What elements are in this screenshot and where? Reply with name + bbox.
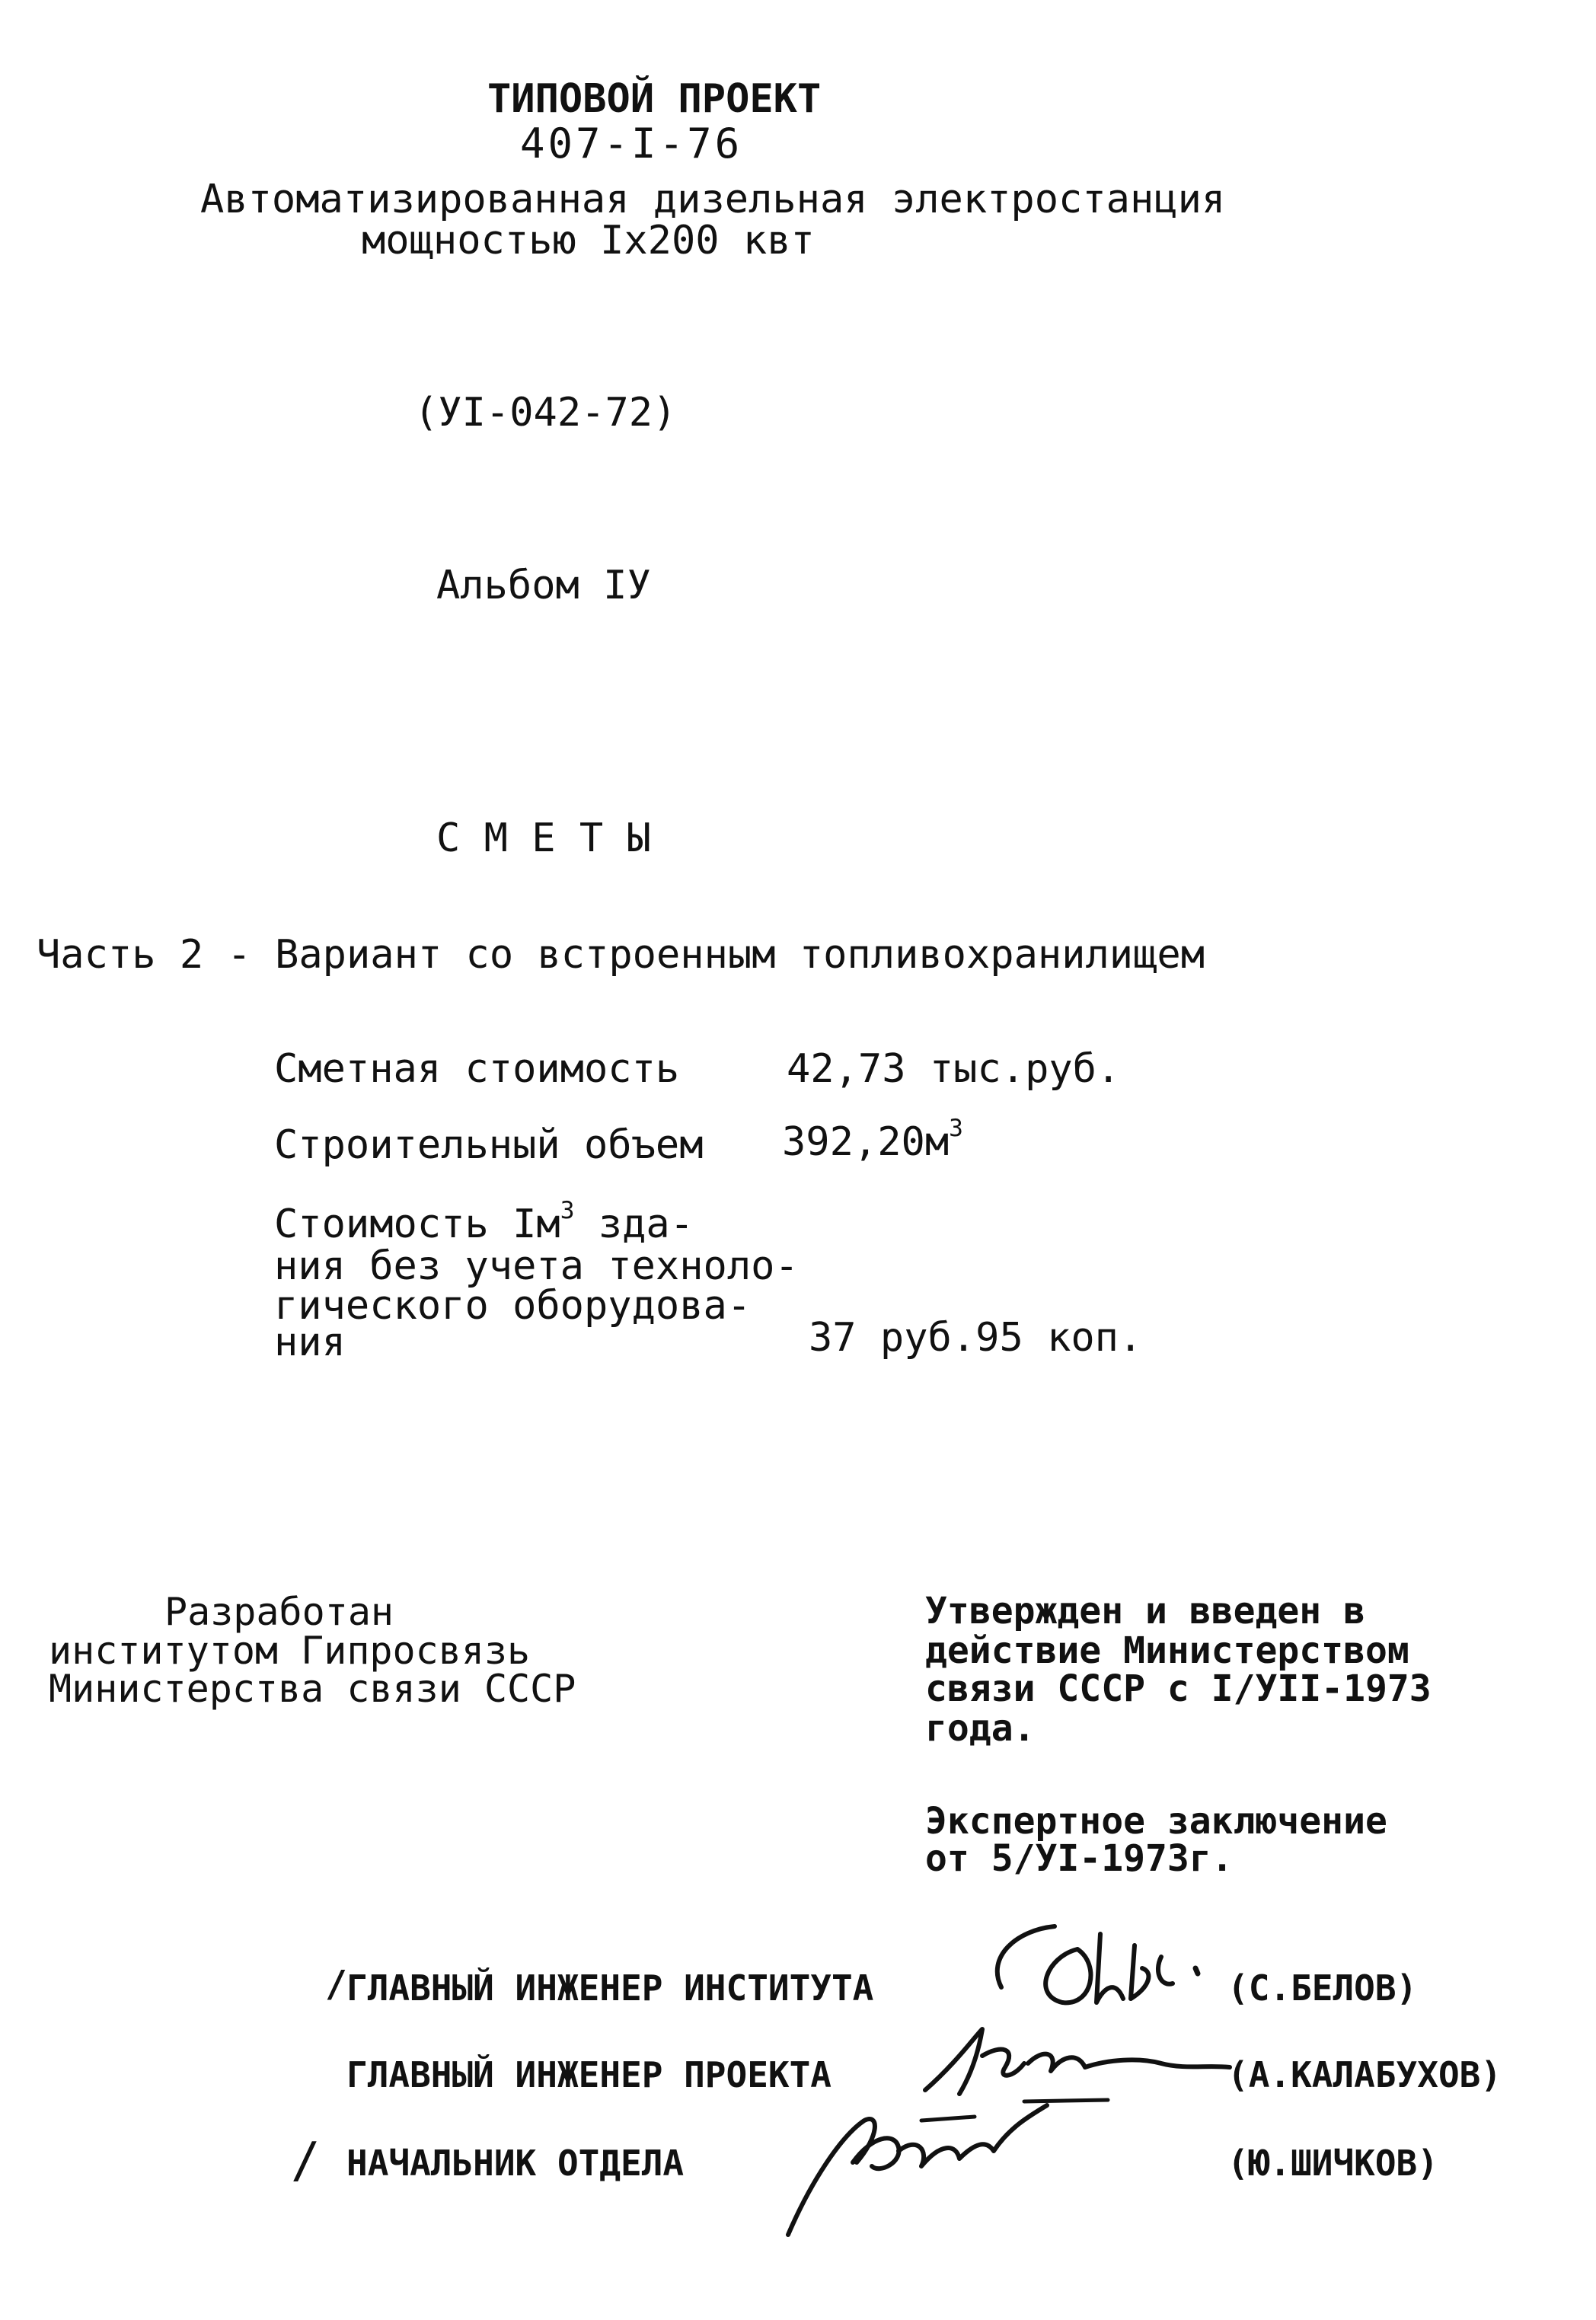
signatory-row-1-name: (С.БЕЛОВ) — [1227, 1967, 1418, 2009]
unit-cost-label-1a: Стоимость Iм — [274, 1201, 560, 1247]
volume-value — [782, 1115, 963, 1165]
signatory-row-1-position: ГЛАВНЫЙ ИНЖЕНЕР ИНСТИТУТА — [346, 1967, 874, 2009]
doc-type: ТИПОВОЙ ПРОЕКТ — [487, 76, 822, 122]
developer-line2: институтом Гипросвязь — [49, 1629, 531, 1673]
developer-line1: Разработан — [164, 1590, 394, 1634]
unit-cost-label-line2: ния без учета техноло- — [274, 1243, 799, 1289]
approval-line1: Утвержден и введен в — [925, 1590, 1365, 1632]
volume-label: Строительный объем — [274, 1122, 704, 1168]
doc-number: 407-I-76 — [520, 120, 743, 168]
unit-cost-label-line4: ния — [274, 1320, 346, 1365]
expert-conclusion-line2: от 5/УI-1973г. — [925, 1837, 1234, 1880]
signatory-row-3-prefix: / — [291, 2133, 321, 2189]
signatory-row-1-prefix: / — [325, 1963, 347, 2006]
approval-line4: года. — [925, 1707, 1036, 1750]
cost-value: 42,73 тыс.руб. — [787, 1046, 1121, 1092]
unit-cost-exponent: 3 — [560, 1197, 575, 1225]
unit-cost-label-line3: гического оборудова- — [274, 1283, 752, 1329]
project-title-line2: мощностью Iх200 квт — [362, 218, 815, 263]
signature-shichkov — [765, 2090, 1085, 2242]
signature-belov — [971, 1904, 1230, 2025]
unit-cost-label-line1 — [274, 1197, 694, 1247]
signatory-row-3-position: НАЧАЛЬНИК ОТДЕЛА — [346, 2143, 685, 2184]
approval-line2: действие Министерством — [925, 1629, 1409, 1672]
signatory-row-2-name: (А.КАЛАБУХОВ) — [1227, 2054, 1502, 2095]
volume-number: 392,20м — [782, 1119, 950, 1165]
project-title-line1: Автоматизированная дизельная электростанция — [200, 177, 1226, 222]
expert-conclusion-line1: Экспертное заключение — [925, 1800, 1387, 1843]
unit-cost-value: 37 руб.95 коп. — [809, 1315, 1143, 1361]
cost-label: Сметная стоимость — [274, 1046, 680, 1092]
section-title: С М Е Т Ы — [436, 815, 651, 861]
project-code: (УI-042-72) — [414, 390, 677, 436]
signatory-row-2-position: ГЛАВНЫЙ ИНЖЕНЕР ПРОЕКТА — [346, 2054, 832, 2095]
signatory-row-3-name: (Ю.ШИЧКОВ) — [1227, 2143, 1438, 2184]
developer-line3: Министерства связи СССР — [49, 1667, 576, 1711]
album-label: Альбом IУ — [436, 563, 651, 608]
volume-exponent: 3 — [949, 1115, 963, 1143]
approval-line3: связи СССР с I/УII-1973 — [925, 1667, 1432, 1710]
part-title: Часть 2 - Вариант со встроенным топливохранилищем — [37, 932, 1205, 978]
unit-cost-label-1b: зда- — [574, 1201, 694, 1247]
